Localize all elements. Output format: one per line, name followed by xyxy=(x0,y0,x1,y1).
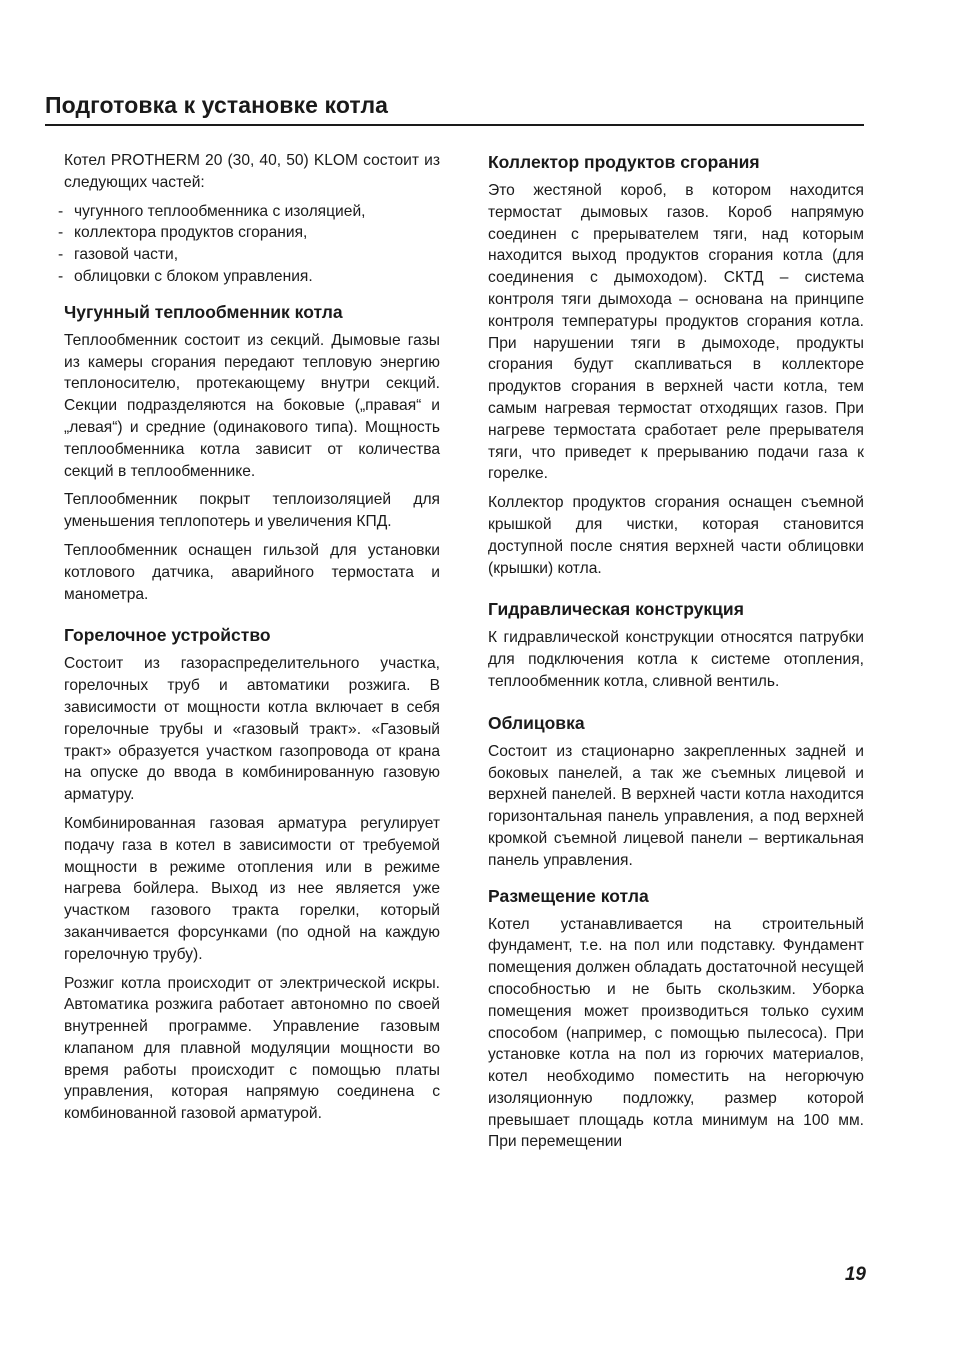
paragraph: Состоит из стационарно закрепленных задней и боковых панелей, а так же съемных лицевой и верхней панелей. В верхней части котла находится горизонтальная панель управления, а под верхней кромкой съемной лицевой панели – вертикальная панель управления. xyxy=(488,742,864,869)
list-item: - облицовки с блоком управления. xyxy=(58,266,440,288)
paragraph: Теплообменник покрыт теплоизоляцией для уменьшения теплопотерь и увеличения КПД. xyxy=(64,491,440,531)
paragraph: К гидравлической конструкции относятся патрубки для подключения котла к системе отопления, теплообменник котла, сливной вентиль. xyxy=(488,629,864,690)
paragraph: Это жестяной короб, в котором находится термостат дымовых газов. Короб напрямую соединен с прерывателем тяги, над которым находится выход продуктов сгорания котла (для соединения с дымоходом). СКТД – система контроля тяги дымохода – основана на принципе контроля температуры продуктов сгорания котла. При нарушении тяги в дымоходе, продукты сгорания будут скапливаться в коллекторе продуктов сгорания в верхней части котла, тем самым нагревая термостат отходящих газов. При нагреве термостата сработает реле прерывателя тяги, что приведет к прерыванию подачи газа к горелке. xyxy=(488,182,864,483)
list-item: - газовой части, xyxy=(58,244,440,266)
intro-paragraph: Котел PROTHERM 20 (30, 40, 50) KLOM состоит из следующих частей: xyxy=(64,152,440,191)
section-heading-placement: Размещение котла xyxy=(488,885,649,906)
right-column xyxy=(488,150,864,1160)
parts-list xyxy=(58,201,440,288)
section-heading-collector: Коллектор продуктов сгорания xyxy=(488,152,760,172)
section-heading-hydraulic: Гидравлическая конструкция xyxy=(488,599,744,620)
paragraph: Розжиг котла происходит от электрической искры. Автоматика розжига работает автономно по своей внутренней программе. Управление газовым клапаном для плавной модуляции мощности во время работы происходит с помощью платы управления, которая напрямую соединена с комбинованной газовой арматурой. xyxy=(64,974,440,1123)
paragraph: Коллектор продуктов сгорания оснащен съемной крышкой для чистки, которая становится доступной после снятия верхней части облицовки (крышки) котла. xyxy=(488,494,864,577)
page-title: Подготовка к установке котла xyxy=(45,92,864,126)
paragraph: Котел устанавливается на строительный фундамент, т.е. на пол или подставку. Фундамент помещения должен обладать достаточной несущей способностью и не быть скользким. Уборка помещения может производиться только сухим способом (например, с помощью пылесоса). При установке котла на пол из горючих материалов, котел необходимо поместить на негорючую изоляционную подложку, размер которой превышает площадь котла минимум на 100 мм. При перемещении xyxy=(488,915,864,1151)
page-number: 19 xyxy=(844,1264,866,1285)
paragraph: Комбинированная газовая арматура регулирует подачу газа в котел в зависимости от требуемой мощности в режиме отопления или в режиме нагрева бойлера. Выход из нее является уже участком газового тракта горелки, который заканчивается форсунками (по одной на каждую горелочную трубу). xyxy=(64,814,440,963)
list-item: - чугунного теплообменника с изоляцией, xyxy=(58,201,440,223)
left-column xyxy=(64,150,440,1132)
section-heading-casing: Облицовка xyxy=(488,712,585,733)
list-item: - коллектора продуктов сгорания, xyxy=(58,222,440,244)
section-heading-burner: Горелочное устройство xyxy=(64,625,271,646)
paragraph: Теплообменник состоит из секций. Дымовые газы из камеры сгорания передают тепловую энергию теплоносителю, протекающему внутри секций. Секции подразделяются на боковые („правая“ и „левая“) и средние (одинакового типа). Мощность теплообменника котла зависит от количества секций в теплообменнике. xyxy=(64,331,440,480)
paragraph: Теплообменник оснащен гильзой для установки котлового датчика, аварийного термостата и манометра. xyxy=(64,541,440,603)
paragraph: Состоит из газораспределительного участка, горелочных труб и автоматики розжига. В зависимости от мощности котла включает в себя горелочные трубы и «газовый тракт». «Газовый тракт» образуется участком газопровода от крана на опуске до ввода в комбинированную газовую арматуру. xyxy=(64,655,440,804)
section-heading-heat-exchanger: Чугунный теплообменник котла xyxy=(64,301,343,322)
